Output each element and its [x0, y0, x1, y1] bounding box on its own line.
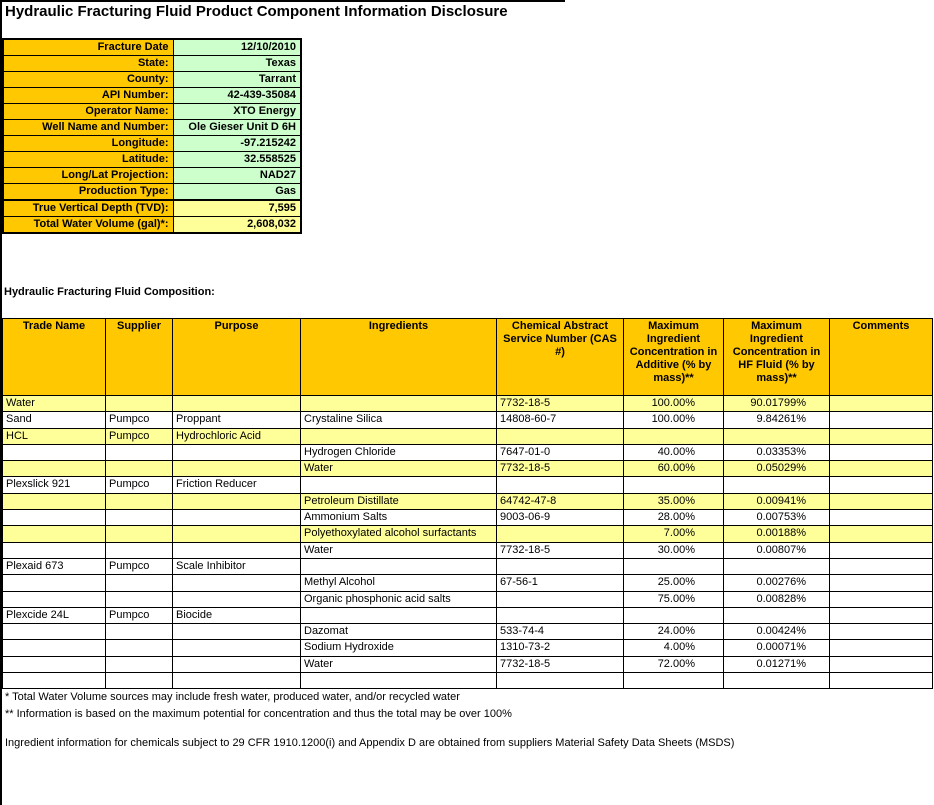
cell-ingredients: Water — [301, 542, 497, 558]
cell-cas-number — [497, 477, 624, 493]
footnotes — [5, 691, 734, 754]
cell-comments — [830, 673, 933, 689]
cell-comments — [830, 510, 933, 526]
cell-max-additive: 75.00% — [624, 591, 724, 607]
cell-purpose — [173, 444, 301, 460]
cell-ingredients: Sodium Hydroxide — [301, 640, 497, 656]
composition-column-header: Maximum Ingredient Concentration in Additive (% by mass)** — [624, 319, 724, 396]
footnote-water-volume: * Total Water Volume sources may include fresh water, produced water, and/or recycled water — [5, 691, 460, 703]
well-info-value: NAD27 — [173, 168, 301, 184]
cell-ingredients — [301, 477, 497, 493]
cell-ingredients: Hydrogen Chloride — [301, 444, 497, 460]
cell-trade-name — [3, 640, 106, 656]
cell-trade-name — [3, 493, 106, 509]
cell-ingredients: Dazomat — [301, 624, 497, 640]
cell-comments — [830, 591, 933, 607]
composition-row — [3, 461, 933, 477]
cell-trade-name — [3, 624, 106, 640]
cell-trade-name — [3, 510, 106, 526]
cell-supplier — [106, 575, 173, 591]
cell-max-additive: 30.00% — [624, 542, 724, 558]
cell-max-hf-fluid: 0.00424% — [724, 624, 830, 640]
cell-ingredients: Petroleum Distillate — [301, 493, 497, 509]
well-info-label: Latitude: — [3, 152, 173, 168]
cell-ingredients: Water — [301, 461, 497, 477]
cell-supplier — [106, 396, 173, 412]
cell-purpose — [173, 656, 301, 672]
cell-trade-name: Plexcide 24L — [3, 607, 106, 623]
well-info-row — [3, 56, 301, 72]
cell-purpose — [173, 640, 301, 656]
cell-supplier: Pumpco — [106, 558, 173, 574]
cell-purpose — [173, 396, 301, 412]
cell-purpose: Friction Reducer — [173, 477, 301, 493]
cell-trade-name: Sand — [3, 412, 106, 428]
cell-max-hf-fluid: 0.00276% — [724, 575, 830, 591]
composition-row — [3, 656, 933, 672]
cell-purpose — [173, 510, 301, 526]
composition-column-header: Trade Name — [3, 319, 106, 396]
cell-max-additive: 100.00% — [624, 396, 724, 412]
cell-supplier — [106, 444, 173, 460]
cell-supplier: Pumpco — [106, 477, 173, 493]
cell-purpose — [173, 526, 301, 542]
cell-purpose — [173, 673, 301, 689]
cell-max-additive: 28.00% — [624, 510, 724, 526]
composition-row — [3, 591, 933, 607]
cell-supplier: Pumpco — [106, 607, 173, 623]
cell-supplier — [106, 656, 173, 672]
cell-max-additive: 60.00% — [624, 461, 724, 477]
composition-row — [3, 624, 933, 640]
cell-max-additive: 72.00% — [624, 656, 724, 672]
cell-max-additive — [624, 558, 724, 574]
well-info-label: API Number: — [3, 88, 173, 104]
well-info-row — [3, 72, 301, 88]
cell-ingredients: Ammonium Salts — [301, 510, 497, 526]
cell-comments — [830, 444, 933, 460]
cell-max-hf-fluid — [724, 428, 830, 444]
composition-row — [3, 412, 933, 428]
cell-cas-number: 533-74-4 — [497, 624, 624, 640]
composition-column-header: Chemical Abstract Service Number (CAS #) — [497, 319, 624, 396]
cell-comments — [830, 493, 933, 509]
composition-body — [3, 396, 933, 689]
cell-trade-name: Plexaid 673 — [3, 558, 106, 574]
cell-ingredients — [301, 396, 497, 412]
composition-row — [3, 477, 933, 493]
composition-row — [3, 673, 933, 689]
footnote-concentration: ** Information is based on the maximum potential for concentration and thus the total may be over 100% — [5, 708, 512, 720]
well-info-body — [3, 39, 301, 233]
cell-max-additive: 24.00% — [624, 624, 724, 640]
cell-supplier — [106, 461, 173, 477]
cell-cas-number: 7647-01-0 — [497, 444, 624, 460]
cell-cas-number — [497, 607, 624, 623]
cell-comments — [830, 542, 933, 558]
cell-max-hf-fluid: 0.00807% — [724, 542, 830, 558]
composition-row — [3, 396, 933, 412]
well-info-row — [3, 88, 301, 104]
well-info-value: Texas — [173, 56, 301, 72]
cell-comments — [830, 624, 933, 640]
cell-ingredients — [301, 607, 497, 623]
cell-comments — [830, 526, 933, 542]
cell-cas-number: 7732-18-5 — [497, 542, 624, 558]
cell-comments — [830, 412, 933, 428]
cell-comments — [830, 461, 933, 477]
cell-max-hf-fluid: 90.01799% — [724, 396, 830, 412]
cell-max-additive — [624, 428, 724, 444]
cell-comments — [830, 640, 933, 656]
cell-max-additive: 40.00% — [624, 444, 724, 460]
cell-cas-number: 1310-73-2 — [497, 640, 624, 656]
cell-purpose: Proppant — [173, 412, 301, 428]
well-info-row — [3, 217, 301, 234]
composition-table — [2, 318, 933, 689]
well-info-label: True Vertical Depth (TVD): — [3, 200, 173, 217]
cell-max-hf-fluid: 0.00753% — [724, 510, 830, 526]
cell-cas-number: 9003-06-9 — [497, 510, 624, 526]
cell-max-hf-fluid: 0.00941% — [724, 493, 830, 509]
composition-column-header: Comments — [830, 319, 933, 396]
cell-supplier — [106, 591, 173, 607]
cell-max-hf-fluid — [724, 607, 830, 623]
cell-trade-name — [3, 673, 106, 689]
well-info-value: 2,608,032 — [173, 217, 301, 234]
composition-row — [3, 444, 933, 460]
cell-purpose: Biocide — [173, 607, 301, 623]
composition-row — [3, 493, 933, 509]
well-info-row — [3, 39, 301, 56]
cell-purpose — [173, 542, 301, 558]
cell-max-additive: 7.00% — [624, 526, 724, 542]
composition-column-header: Ingredients — [301, 319, 497, 396]
cell-purpose — [173, 591, 301, 607]
composition-column-header: Purpose — [173, 319, 301, 396]
well-info-label: Production Type: — [3, 184, 173, 201]
cell-max-hf-fluid: 0.01271% — [724, 656, 830, 672]
cell-trade-name — [3, 461, 106, 477]
cell-supplier — [106, 542, 173, 558]
cell-max-hf-fluid: 0.00828% — [724, 591, 830, 607]
cell-ingredients: Crystaline Silica — [301, 412, 497, 428]
cell-cas-number — [497, 428, 624, 444]
cell-supplier — [106, 493, 173, 509]
title-cell-top-border — [0, 0, 565, 2]
cell-trade-name — [3, 575, 106, 591]
cell-cas-number — [497, 673, 624, 689]
cell-comments — [830, 607, 933, 623]
well-info-row — [3, 120, 301, 136]
cell-supplier: Pumpco — [106, 428, 173, 444]
page-title: Hydraulic Fracturing Fluid Product Component Information Disclosure — [5, 3, 508, 20]
cell-purpose — [173, 461, 301, 477]
cell-max-hf-fluid: 9.84261% — [724, 412, 830, 428]
composition-row — [3, 428, 933, 444]
cell-purpose: Hydrochloric Acid — [173, 428, 301, 444]
composition-header-row — [3, 319, 933, 396]
composition-row — [3, 640, 933, 656]
well-info-label: Fracture Date — [3, 39, 173, 56]
cell-max-hf-fluid — [724, 477, 830, 493]
composition-row — [3, 510, 933, 526]
cell-cas-number: 67-56-1 — [497, 575, 624, 591]
cell-cas-number — [497, 591, 624, 607]
cell-max-additive: 25.00% — [624, 575, 724, 591]
well-info-value: Gas — [173, 184, 301, 201]
cell-supplier — [106, 624, 173, 640]
well-info-row — [3, 136, 301, 152]
cell-cas-number: 7732-18-5 — [497, 656, 624, 672]
cell-max-hf-fluid: 0.00188% — [724, 526, 830, 542]
well-info-value: 32.558525 — [173, 152, 301, 168]
well-info-value: Ole Gieser Unit D 6H — [173, 120, 301, 136]
cell-ingredients: Methyl Alcohol — [301, 575, 497, 591]
cell-comments — [830, 558, 933, 574]
well-info-label: Well Name and Number: — [3, 120, 173, 136]
cell-purpose — [173, 624, 301, 640]
well-info-label: County: — [3, 72, 173, 88]
cell-ingredients — [301, 428, 497, 444]
cell-ingredients: Organic phosphonic acid salts — [301, 591, 497, 607]
cell-supplier — [106, 510, 173, 526]
cell-comments — [830, 428, 933, 444]
composition-section-label: Hydraulic Fracturing Fluid Composition: — [4, 286, 215, 298]
well-info-row — [3, 200, 301, 217]
cell-trade-name: Plexslick 921 — [3, 477, 106, 493]
well-info-label: Longitude: — [3, 136, 173, 152]
cell-trade-name: Water — [3, 396, 106, 412]
cell-trade-name — [3, 542, 106, 558]
cell-cas-number: 7732-18-5 — [497, 396, 624, 412]
cell-max-hf-fluid — [724, 558, 830, 574]
cell-max-hf-fluid: 0.00071% — [724, 640, 830, 656]
composition-row — [3, 607, 933, 623]
cell-supplier: Pumpco — [106, 412, 173, 428]
cell-supplier — [106, 640, 173, 656]
composition-row — [3, 542, 933, 558]
cell-trade-name — [3, 591, 106, 607]
cell-comments — [830, 575, 933, 591]
well-info-value: Tarrant — [173, 72, 301, 88]
cell-ingredients: Water — [301, 656, 497, 672]
well-info-label: State: — [3, 56, 173, 72]
cell-trade-name: HCL — [3, 428, 106, 444]
composition-row — [3, 526, 933, 542]
cell-max-additive: 100.00% — [624, 412, 724, 428]
cell-max-hf-fluid: 0.05029% — [724, 461, 830, 477]
well-info-row — [3, 184, 301, 201]
cell-max-additive — [624, 477, 724, 493]
cell-cas-number — [497, 558, 624, 574]
well-info-value: 7,595 — [173, 200, 301, 217]
cell-trade-name — [3, 656, 106, 672]
cell-max-hf-fluid — [724, 673, 830, 689]
cell-max-hf-fluid: 0.03353% — [724, 444, 830, 460]
cell-cas-number: 64742-47-8 — [497, 493, 624, 509]
footnote-msds: Ingredient information for chemicals subject to 29 CFR 1910.1200(i) and Appendix D are obtained from suppliers Material Safety Data Sheets (MSDS) — [5, 737, 735, 749]
cell-supplier — [106, 673, 173, 689]
cell-trade-name — [3, 444, 106, 460]
well-info-row — [3, 104, 301, 120]
well-info-label: Operator Name: — [3, 104, 173, 120]
well-info-table — [2, 38, 302, 234]
cell-comments — [830, 396, 933, 412]
cell-ingredients: Polyethoxylated alcohol surfactants — [301, 526, 497, 542]
well-info-row — [3, 168, 301, 184]
well-info-value: 12/10/2010 — [173, 39, 301, 56]
cell-purpose: Scale Inhibitor — [173, 558, 301, 574]
cell-max-additive — [624, 607, 724, 623]
well-info-value: 42-439-35084 — [173, 88, 301, 104]
cell-max-additive: 4.00% — [624, 640, 724, 656]
cell-max-additive: 35.00% — [624, 493, 724, 509]
well-info-row — [3, 152, 301, 168]
cell-trade-name — [3, 526, 106, 542]
cell-ingredients — [301, 558, 497, 574]
cell-comments — [830, 656, 933, 672]
well-info-value: XTO Energy — [173, 104, 301, 120]
cell-ingredients — [301, 673, 497, 689]
cell-purpose — [173, 575, 301, 591]
cell-max-additive — [624, 673, 724, 689]
cell-comments — [830, 477, 933, 493]
composition-row — [3, 558, 933, 574]
well-info-value: -97.215242 — [173, 136, 301, 152]
cell-cas-number — [497, 526, 624, 542]
composition-column-header: Supplier — [106, 319, 173, 396]
composition-row — [3, 575, 933, 591]
composition-column-header: Maximum Ingredient Concentration in HF Fluid (% by mass)** — [724, 319, 830, 396]
cell-cas-number: 7732-18-5 — [497, 461, 624, 477]
cell-supplier — [106, 526, 173, 542]
well-info-label: Total Water Volume (gal)*: — [3, 217, 173, 234]
cell-purpose — [173, 493, 301, 509]
well-info-label: Long/Lat Projection: — [3, 168, 173, 184]
cell-cas-number: 14808-60-7 — [497, 412, 624, 428]
